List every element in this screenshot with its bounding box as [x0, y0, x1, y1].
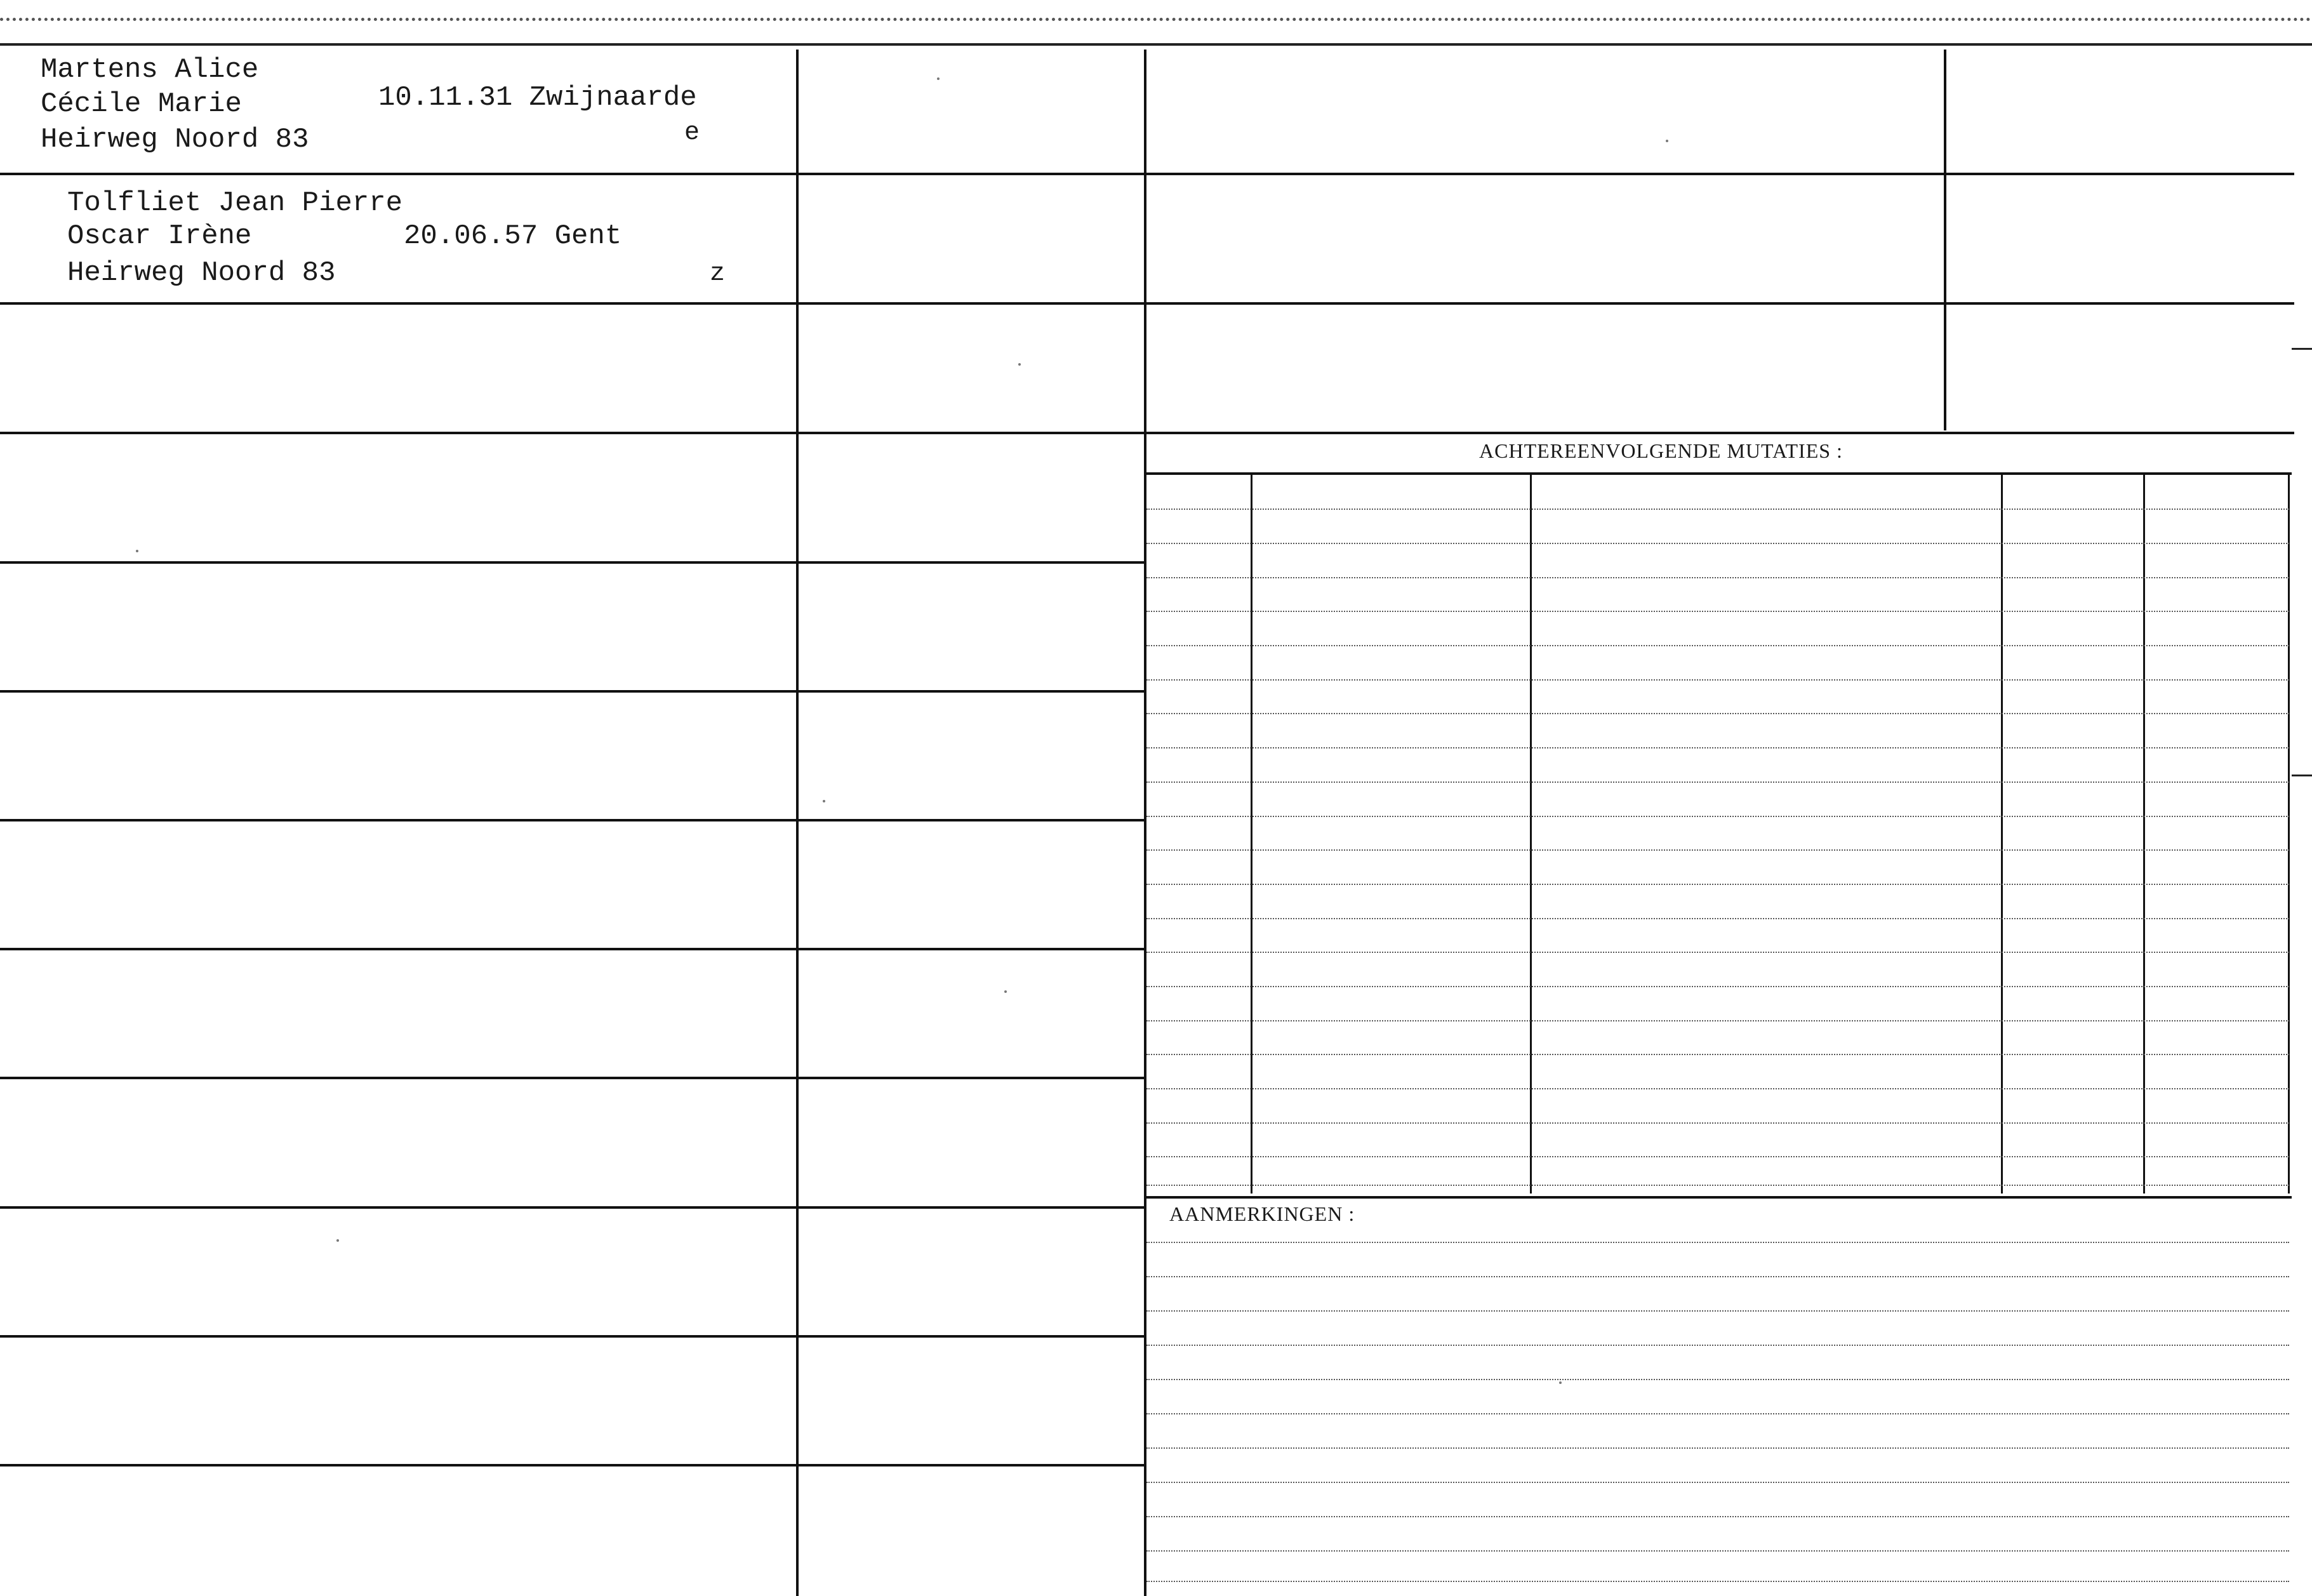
mutations-ruled-line	[1146, 1054, 2289, 1055]
record-1-name: Martens Alice	[41, 54, 259, 86]
mutations-col-line	[1251, 474, 1252, 1194]
mutations-ruled-line	[1146, 849, 2289, 851]
mutations-ruled-line	[1146, 986, 2289, 987]
remarks-ruled-line	[1146, 1345, 2289, 1346]
row-divider	[0, 173, 1144, 175]
record-1-given-names: Cécile Marie	[41, 88, 242, 120]
row-divider	[0, 1077, 1144, 1079]
row-divider	[0, 1206, 1144, 1209]
mutations-col-line	[2143, 474, 2145, 1194]
column-divider-2	[1144, 50, 1146, 1596]
record-2-birth-date-place: 20.06.57 Gent	[404, 220, 622, 252]
mutations-ruled-line	[1146, 747, 2289, 748]
row-divider	[0, 1335, 1144, 1338]
row-divider	[0, 561, 1144, 564]
mutations-ruled-line	[1146, 645, 2289, 646]
mutations-ruled-line	[1146, 918, 2289, 919]
remarks-ruled-line	[1146, 1447, 2289, 1449]
mutations-table-top	[1146, 472, 2292, 475]
remarks-ruled-line	[1146, 1516, 2289, 1517]
column-divider-1	[796, 50, 799, 1596]
scan-speck	[937, 77, 940, 80]
mutations-ruled-line	[1146, 884, 2289, 885]
mutations-ruled-line	[1146, 1156, 2289, 1157]
scan-speck	[1559, 1381, 1562, 1384]
remarks-ruled-line	[1146, 1242, 2289, 1243]
row-divider	[0, 948, 1144, 950]
row-divider	[0, 1464, 1144, 1466]
record-1-address: Heirweg Noord 83	[41, 124, 309, 156]
mutations-title: ACHTEREENVOLGENDE MUTATIES :	[1479, 439, 1843, 462]
remarks-ruled-line	[1146, 1379, 2289, 1380]
mutations-ruled-line	[1146, 1088, 2289, 1089]
row-divider	[0, 819, 1144, 821]
row-divider	[0, 690, 1144, 693]
mutations-ruled-line	[1146, 543, 2289, 544]
mutations-table-bottom	[1146, 1196, 2292, 1199]
scan-speck	[1018, 363, 1021, 366]
scan-speck	[336, 1239, 339, 1242]
record-2-name: Tolfliet Jean Pierre	[67, 187, 403, 219]
scan-speck	[823, 800, 825, 802]
form-top-border	[0, 43, 2312, 46]
record-2-address: Heirweg Noord 83	[67, 257, 336, 289]
mutations-ruled-line	[1146, 509, 2289, 510]
mutations-ruled-line	[1146, 611, 2289, 612]
remarks-ruled-line	[1146, 1276, 2289, 1277]
mutations-ruled-line	[1146, 781, 2289, 783]
remarks-title: AANMERKINGEN :	[1169, 1202, 1355, 1225]
remarks-ruled-line	[1146, 1482, 2289, 1483]
row-divider	[0, 302, 1144, 305]
right-row-divider	[1144, 432, 2294, 434]
mutations-col-line	[1530, 474, 1532, 1194]
mutations-ruled-line	[1146, 952, 2289, 953]
mutations-ruled-line	[1146, 679, 2289, 681]
mutations-col-line	[2288, 474, 2290, 1194]
scan-speck	[1666, 140, 1668, 142]
remarks-ruled-line	[1146, 1581, 2289, 1582]
scan-top-edge	[0, 18, 2312, 21]
mutations-ruled-line	[1146, 1122, 2289, 1124]
mutations-col-line	[2001, 474, 2003, 1194]
record-2-given-names: Oscar Irène	[67, 220, 252, 252]
remarks-ruled-line	[1146, 1413, 2289, 1414]
column-divider-3	[1944, 50, 1946, 430]
mutations-ruled-line	[1146, 577, 2289, 578]
scan-speck	[136, 550, 138, 552]
remarks-ruled-line	[1146, 1550, 2289, 1552]
mutations-ruled-line	[1146, 713, 2289, 714]
right-row-divider	[1144, 173, 2294, 175]
record-2-mark: z	[710, 260, 726, 288]
margin-tick	[2292, 775, 2312, 776]
mutations-ruled-line	[1146, 1185, 2289, 1186]
margin-tick	[2292, 348, 2312, 350]
mutations-ruled-line	[1146, 816, 2289, 817]
row-divider	[0, 432, 1144, 434]
scan-speck	[1004, 990, 1007, 993]
mutations-ruled-line	[1146, 1020, 2289, 1021]
right-row-divider	[1144, 302, 2294, 305]
record-1-birth-date-place: 10.11.31 Zwijnaarde	[378, 82, 697, 114]
remarks-ruled-line	[1146, 1310, 2289, 1312]
record-1-mark: e	[684, 119, 700, 147]
